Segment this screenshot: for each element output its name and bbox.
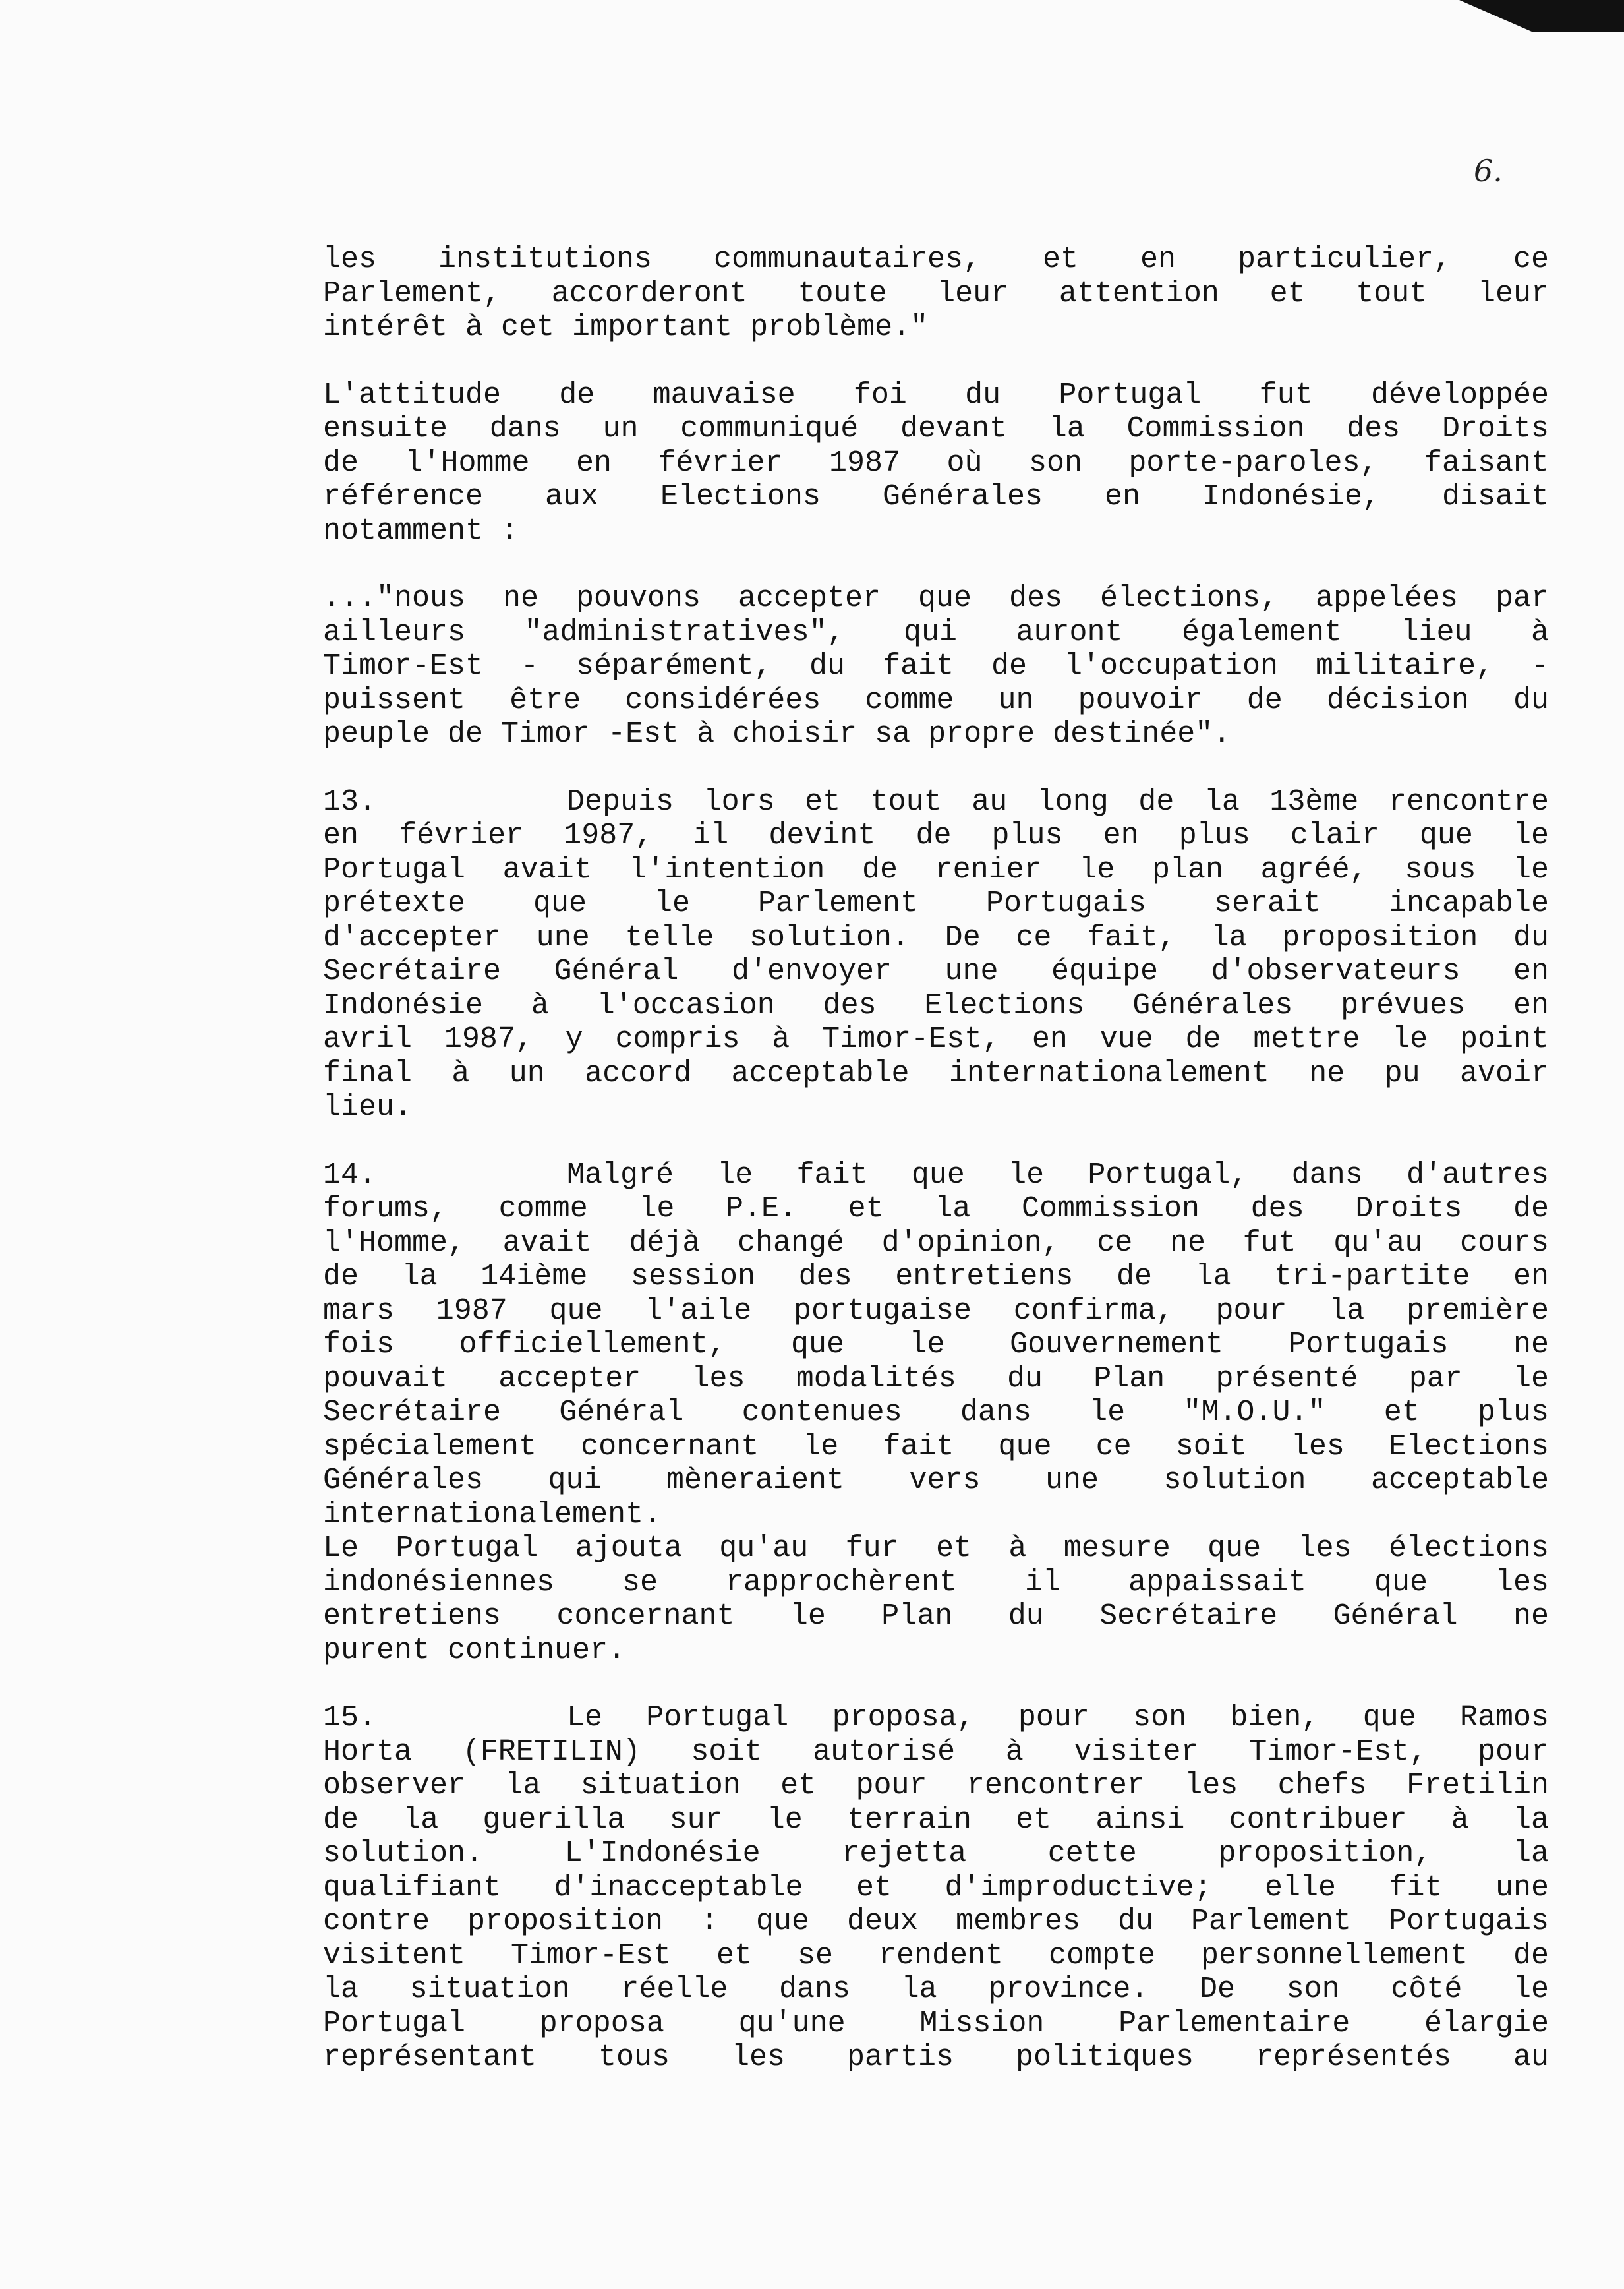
text-line: observer la situation et pour rencontrer les chefs Fretilin <box>323 1769 1549 1802</box>
paragraph-number: 13. <box>323 785 377 819</box>
text-line: référence aux Elections Générales en Indonésie, disait <box>323 480 1549 514</box>
paragraph-13 <box>323 785 1549 1125</box>
text-line <box>323 785 1549 819</box>
text-line: mars 1987 que l'aile portugaise confirma, pour la première <box>323 1293 1549 1328</box>
text-line: qualifiant d'inacceptable et d'improductive; elle fit une <box>323 1870 1549 1905</box>
text-line: puissent être considérées comme un pouvoir de décision du <box>323 683 1549 717</box>
text-line <box>323 1701 1549 1735</box>
text-line: Secrétaire Général d'envoyer une équipe d'observateurs en <box>323 955 1549 988</box>
text-line: Portugal avait l'intention de renier le plan agréé, sous le <box>323 852 1549 887</box>
text-line: peuple de Timor -Est à choisir sa propre destinée". <box>323 717 1231 751</box>
text-line: internationalement. <box>323 1497 662 1531</box>
text-line: contre proposition : que deux membres du Parlement Portugais <box>323 1905 1549 1938</box>
text-line: de la 14ième session des entretiens de la tri-partite en <box>323 1260 1549 1293</box>
text-line: Générales qui mèneraient vers une solution acceptable <box>323 1464 1549 1497</box>
text-line: intérêt à cet important problème." <box>323 311 929 344</box>
paragraph-14-continued <box>323 1531 1549 1667</box>
text-line: Portugal proposa qu'une Mission Parlementaire élargie <box>323 2006 1549 2040</box>
text-line: en février 1987, il devint de plus en plus clair que le <box>323 819 1549 852</box>
text-line <box>323 1158 1549 1193</box>
text-line: Parlement, accorderont toute leur attention et tout leur <box>323 276 1549 311</box>
text-line: l'Homme, avait déjà changé d'opinion, ce ne fut qu'au cours <box>323 1226 1549 1260</box>
text-line: ensuite dans un communiqué devant la Commission des Droits <box>323 412 1549 446</box>
text-line: L'attitude de mauvaise foi du Portugal fut développée <box>323 378 1549 412</box>
text-line: Secrétaire Général contenues dans le "M.O.U." et plus <box>323 1396 1549 1429</box>
text-line: avril 1987, y compris à Timor-Est, en vue de mettre le point <box>323 1023 1549 1056</box>
text-line: notamment : <box>323 514 519 548</box>
paragraph-15 <box>323 1701 1549 2075</box>
text-line: pouvait accepter les modalités du Plan présenté par le <box>323 1361 1549 1396</box>
text-line: fois officiellement, que le Gouvernement Portugais ne <box>323 1328 1549 1361</box>
text-line: forums, comme le P.E. et la Commission des Droits de <box>323 1192 1549 1226</box>
text-line: la situation réelle dans la province. De son côté le <box>323 1973 1549 2006</box>
text-line-content: Malgré le fait que le Portugal, dans d'autres <box>567 1158 1549 1192</box>
text-line: indonésiennes se rapprochèrent il appaissait que les <box>323 1565 1549 1599</box>
paragraph-quote-end <box>323 243 1549 345</box>
text-line: Indonésie à l'occasion des Elections Générales prévues en <box>323 988 1549 1023</box>
paragraph-number: 14. <box>323 1158 377 1192</box>
text-line: spécialement concernant le fait que ce soit les Elections <box>323 1429 1549 1464</box>
text-line: ..."nous ne pouvons accepter que des élections, appelées par <box>323 581 1549 615</box>
page-number: 6. <box>1474 153 1503 189</box>
text-line: final à un accord acceptable internationalement ne pu avoir <box>323 1056 1549 1090</box>
paragraph-attitude <box>323 378 1549 549</box>
text-line-content: Depuis lors et tout au long de la 13ème rencontre <box>567 785 1549 819</box>
text-line: Horta (FRETILIN) soit autorisé à visiter Timor-Est, pour <box>323 1735 1549 1769</box>
text-line: prétexte que le Parlement Portugais serait incapable <box>323 887 1549 920</box>
text-line: purent continuer. <box>323 1633 626 1667</box>
text-line: visitent Timor-Est et se rendent compte personnellement de <box>323 1938 1549 1973</box>
text-line: ailleurs "administratives", qui auront également lieu à <box>323 615 1549 649</box>
text-line: de la guerilla sur le terrain et ainsi contribuer à la <box>323 1802 1549 1837</box>
text-line: de l'Homme en février 1987 où son porte-paroles, faisant <box>323 446 1549 480</box>
text-line: les institutions communautaires, et en particulier, ce <box>323 243 1549 276</box>
text-line: solution. L'Indonésie rejetta cette proposition, la <box>323 1837 1549 1870</box>
text-line: d'accepter une telle solution. De ce fait, la proposition du <box>323 920 1549 955</box>
text-line: Timor-Est - séparément, du fait de l'occupation militaire, - <box>323 649 1549 683</box>
text-line: Le Portugal ajouta qu'au fur et à mesure que les élections <box>323 1531 1549 1565</box>
text-line: lieu. <box>323 1090 413 1124</box>
paragraph-quotation <box>323 581 1549 752</box>
text-line-content: Le Portugal proposa, pour son bien, que Ramos <box>567 1701 1549 1735</box>
body-text <box>323 243 1549 2108</box>
text-line: représentant tous les partis politiques représentés au <box>323 2040 1549 2074</box>
paragraph-14 <box>323 1158 1549 1532</box>
scan-corner-mark <box>1459 0 1624 32</box>
text-line: entretiens concernant le Plan du Secrétaire Général ne <box>323 1599 1549 1633</box>
paragraph-number: 15. <box>323 1701 377 1735</box>
